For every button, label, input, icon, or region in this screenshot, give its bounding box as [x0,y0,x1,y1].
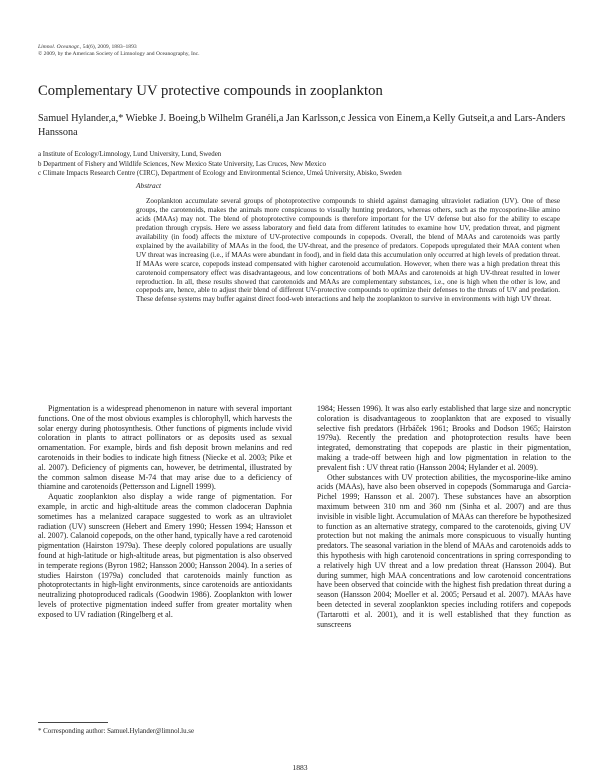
affiliation-c: c Climate Impacts Research Centre (CIRC), Department of Ecology and Environmental Science, Umeå University, Abisko, Sweden [38,170,402,178]
affiliation-b: b Department of Fishery and Wildlife Sciences, New Mexico State University, Las Cruces, New Mexico [38,160,326,168]
body-paragraph: Pigmentation is a widespread phenomenon in nature with several important functions. One of the most obvious examples is chlorophyll, which harvests the solar energy during photosynthesis. Other functions of pigments include vivid coloration in plants to attract pollinators or as deposits used as sexual ornamentation. For example, birds and fish deposit brown melanins and red carotenoids in their bodies to indicate high fitness (Niecke et al. 2003; Pike et al. 2007). Deficiency of pigments can, however, be detrimental, illustrated by the common salmon disease M-74 that may arise due to a deficiency of thiamine and carotenoids (Pettersson and Lignell 1999). [38,404,292,492]
body-column-left [38,404,292,620]
author-list: Samuel Hylander,a,* Wiebke J. Boeing,b Wilhelm Granéli,a Jan Karlsson,c Jessica von Einem,a Kelly Gutseit,a and Lars-Anders Hanssona [38,113,566,138]
affiliation-a: a Institute of Ecology/Limnology, Lund University, Lund, Sweden [38,151,222,158]
article-title: Complementary UV protective compounds in zooplankton [38,83,383,99]
body-paragraph: Aquatic zooplankton also display a wide range of pigmentation. For example, in arctic and high-altitude areas the common cladoceran Daphnia sometimes has a melanized carapace suggested to work as an ultraviolet radiation (UV) sunscreen (Hebert and Emery 1990; Hessen 1994; Hansson et al. 2007). Calanoid copepods, on the other hand, typically have a red carotenoid pigmentation (Hairston 1979a). These deeply colored populations are usually found at high-latitude or high-altitude areas, but pigmentation is also observed in temperate regions (Byron 1982; Hansson 2000; Hansson 2004). In a series of studies Hairston (1979a) concluded that carotenoids mainly function as photoprotectants in high-light environments, since carotenoids are antioxidants neutralizing photoproduced radicals (Goodwin 1986). Zooplankton with lower levels of protective pigmentation indeed suffer from greater mortality when exposed to UV radiation (Ringelberg et al. [38,492,292,619]
journal-volume: , 54(6), 2009, 1883–1893 [79,44,137,50]
journal-name: Limnol. Oceanogr. [38,44,80,50]
abstract [136,182,560,304]
footnote-divider [38,722,108,723]
journal-header [38,44,200,58]
body-paragraph: 1984; Hessen 1996). It was also early established that large size and noncryptic coloration is disadvantageous to zooplankton that are exposed to visually selective fish predators (Hrbáček 1961; Brooks and Dodson 1965; Hairston 1979a). Recently the predation and photoprotection results have been integrated, demonstrating that copepods are plastic in their pigmentation, making a trade-off between high and low pigmentation in relation to the prevalent fish : UV threat ratio (Hansson 2004; Hylander et al. 2009). [317,404,571,472]
page-number: 1883 [292,763,308,772]
body-column-right [317,404,571,629]
affiliations [38,150,578,179]
journal-citation [38,44,200,51]
corresponding-author-footnote: * Corresponding author: Samuel.Hylander@limnol.lu.se [38,728,195,735]
copyright-line: © 2009, by the American Society of Limnology and Oceanography, Inc. [38,51,200,57]
abstract-heading: Abstract [136,181,162,190]
abstract-text: Zooplankton accumulate several groups of photoprotective compounds to shield against damaging ultraviolet radiation (UV). One of these groups, the carotenoids, makes the animals more conspicuous to visually hunting predators, whereas others, such as the mycosporine-like amino acids (MAAs) may not. The blend of photoprotective compounds is therefore important for the UV defense but also for the ability to escape predation through crypsis. Here we assess laboratory and field data from different latitudes to examine how UV, predation threat, and pigment availability (in food) affects the mixture of UV-protective compounds in copepods. Overall, the blend of MAAs and carotenoids was partly explained by the availability of MAAs in the food, the UV-threat, and the presence of predators. Copepods upregulated their MAA content when UV threat was increasing (i.e., if MAAs were abundant in food), and in field data this accumulation only occurred at high levels of predation threat. If MAAs were scarce, copepods instead compensated with higher carotenoid accumulation. However, when there was a high predation threat this carotenoid compensatory effect was disadvantageous, and low concentrations of both MAAs and carotenoids at high UV-threat resulted in lower reproduction. In all, these results showed that carotenoids and MAAs are complementary substances, i.e., one is high when the other is low, and copepods are, hence, able to adjust their blend of different UV-protective compounds to optimize their defenses to the threats of UV and predation. These defense systems may buffer against direct food-web interactions and help the zooplankton to survive in environments with high UV threat. [136,196,560,304]
body-paragraph: Other substances with UV protection abilities, the mycosporine-like amino acids (MAAs), have also been observed in copepods (Sommaruga and Garcia-Pichel 1999; Hansson et al. 2007). These substances have an absorption maximum between 310 nm and 360 nm (Sinha et al. 2007) and are thus invisible in visible light. Accumulation of MAAs can therefore be hypothesized to function as an alternative strategy, compared to the carotenoids, giving UV protection but not making the animals more conspicuous to visually hunting predators. The seasonal variation in the blend of MAAs and carotenoids adds to this hypothesis with high carotenoid concentrations in spring corresponding to a relatively high UV threat and a low predation threat (Hansson 2004). But during summer, high MAA concentrations and low carotenoid concentrations have been observed that coincide with the highest fish predation threat during a season (Hansson 2004; Moeller et al. 2005; Persaud et al. 2007). MAAs have been detected in several zooplankton species including rotifers and copepods (Tartarotti et al. 2001), and it is well established that they function as sunscreens [317,472,571,629]
